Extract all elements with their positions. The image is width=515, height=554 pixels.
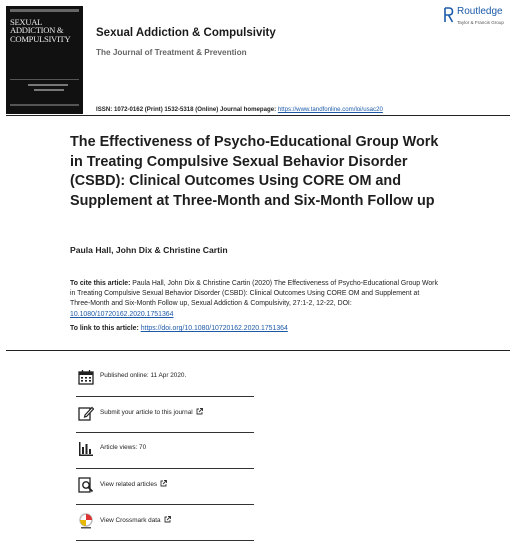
pencil-icon — [78, 405, 94, 421]
citation-text: Paula Hall, John Dix & Christine Cartin (2020) The Effectiveness of Psycho-Educational Group Work in Treating Compulsive Sexual Behavior Disorder (CSBD): Clinical Outcomes Using CORE OM and Supplement at Three-Month and Six-Month Follow up, Sexual Addiction & Compulsivity, 27:1-2, 12-22, DOI: — [70, 280, 438, 308]
magnifier-icon — [78, 477, 94, 493]
calendar-icon — [78, 369, 94, 385]
crossmark-row[interactable] — [76, 506, 254, 536]
issn-line: ISSN: 1072-0162 (Print) 1532-5318 (Online) Journal homepage: https://www.tandfonline.com/loi/usac20 — [96, 106, 383, 113]
article-doi-link[interactable]: https://doi.org/10.1080/10720162.2020.1751364 — [140, 325, 288, 332]
published-date: Published online: 11 Apr 2020. — [100, 372, 187, 379]
publisher-tagline: Taylor & Francis Group — [457, 20, 504, 25]
journal-subtitle: The Journal of Treatment & Prevention — [96, 48, 247, 57]
row-divider — [76, 468, 254, 469]
journal-homepage-link[interactable]: https://www.tandfonline.com/loi/usac20 — [277, 106, 383, 113]
row-divider — [76, 396, 254, 397]
journal-title: Sexual Addiction & Compulsivity — [96, 27, 276, 39]
crossmark-link[interactable]: View Crossmark data — [100, 517, 161, 524]
submit-article-link[interactable]: Submit your article to this journal — [100, 409, 193, 416]
submit-article-row[interactable] — [76, 398, 254, 428]
article-authors: Paula Hall, John Dix & Christine Cartin — [70, 245, 228, 255]
crossmark-icon — [78, 513, 94, 529]
journal-cover — [6, 6, 83, 114]
cover-title: SEXUAL ADDICTION & COMPULSIVITY — [10, 17, 71, 44]
external-link-icon — [164, 516, 171, 523]
row-divider — [76, 432, 254, 433]
citation-divider — [6, 350, 510, 351]
related-articles-row[interactable] — [76, 470, 254, 500]
header-divider — [6, 115, 510, 116]
citation-block: To cite this article: Paula Hall, John Dix & Christine Cartin (2020) The Effectiveness of Psycho-Educational Group Work in Treating Compulsive Sexual Behavior Disorder (CSBD): Clinical Outcomes Using CORE OM and Supplement at Three-Month and Six-Month Follow up, Sexual Addiction & Compulsivity, 27:1-2, 12-22, DOI: 10.1080/10720162.2020.1751364 — [70, 280, 438, 318]
published-online-row — [76, 362, 254, 392]
external-link-icon — [160, 480, 167, 487]
row-divider — [76, 504, 254, 505]
routledge-logo-icon — [443, 7, 454, 23]
citation-doi-link[interactable]: 10.1080/10720162.2020.1751364 — [70, 310, 174, 318]
article-title: The Effectiveness of Psycho-Educational Group Work in Treating Compulsive Sexual Behavior Disorder (CSBD): Clinical Outcomes Using CORE OM and Supplement at Three-Month and Six-Month Follow up — [70, 134, 439, 209]
article-views-count: Article views: 70 — [100, 444, 147, 451]
external-link-icon — [196, 408, 203, 415]
related-articles-link[interactable]: View related articles — [100, 481, 158, 488]
article-link-line: To link to this article: https://doi.org/10.1080/10720162.2020.1751364 — [70, 325, 288, 332]
publisher-name: Routledge — [457, 6, 503, 17]
row-divider — [76, 540, 254, 541]
bar-chart-icon — [78, 441, 94, 457]
article-views-row — [76, 434, 254, 464]
